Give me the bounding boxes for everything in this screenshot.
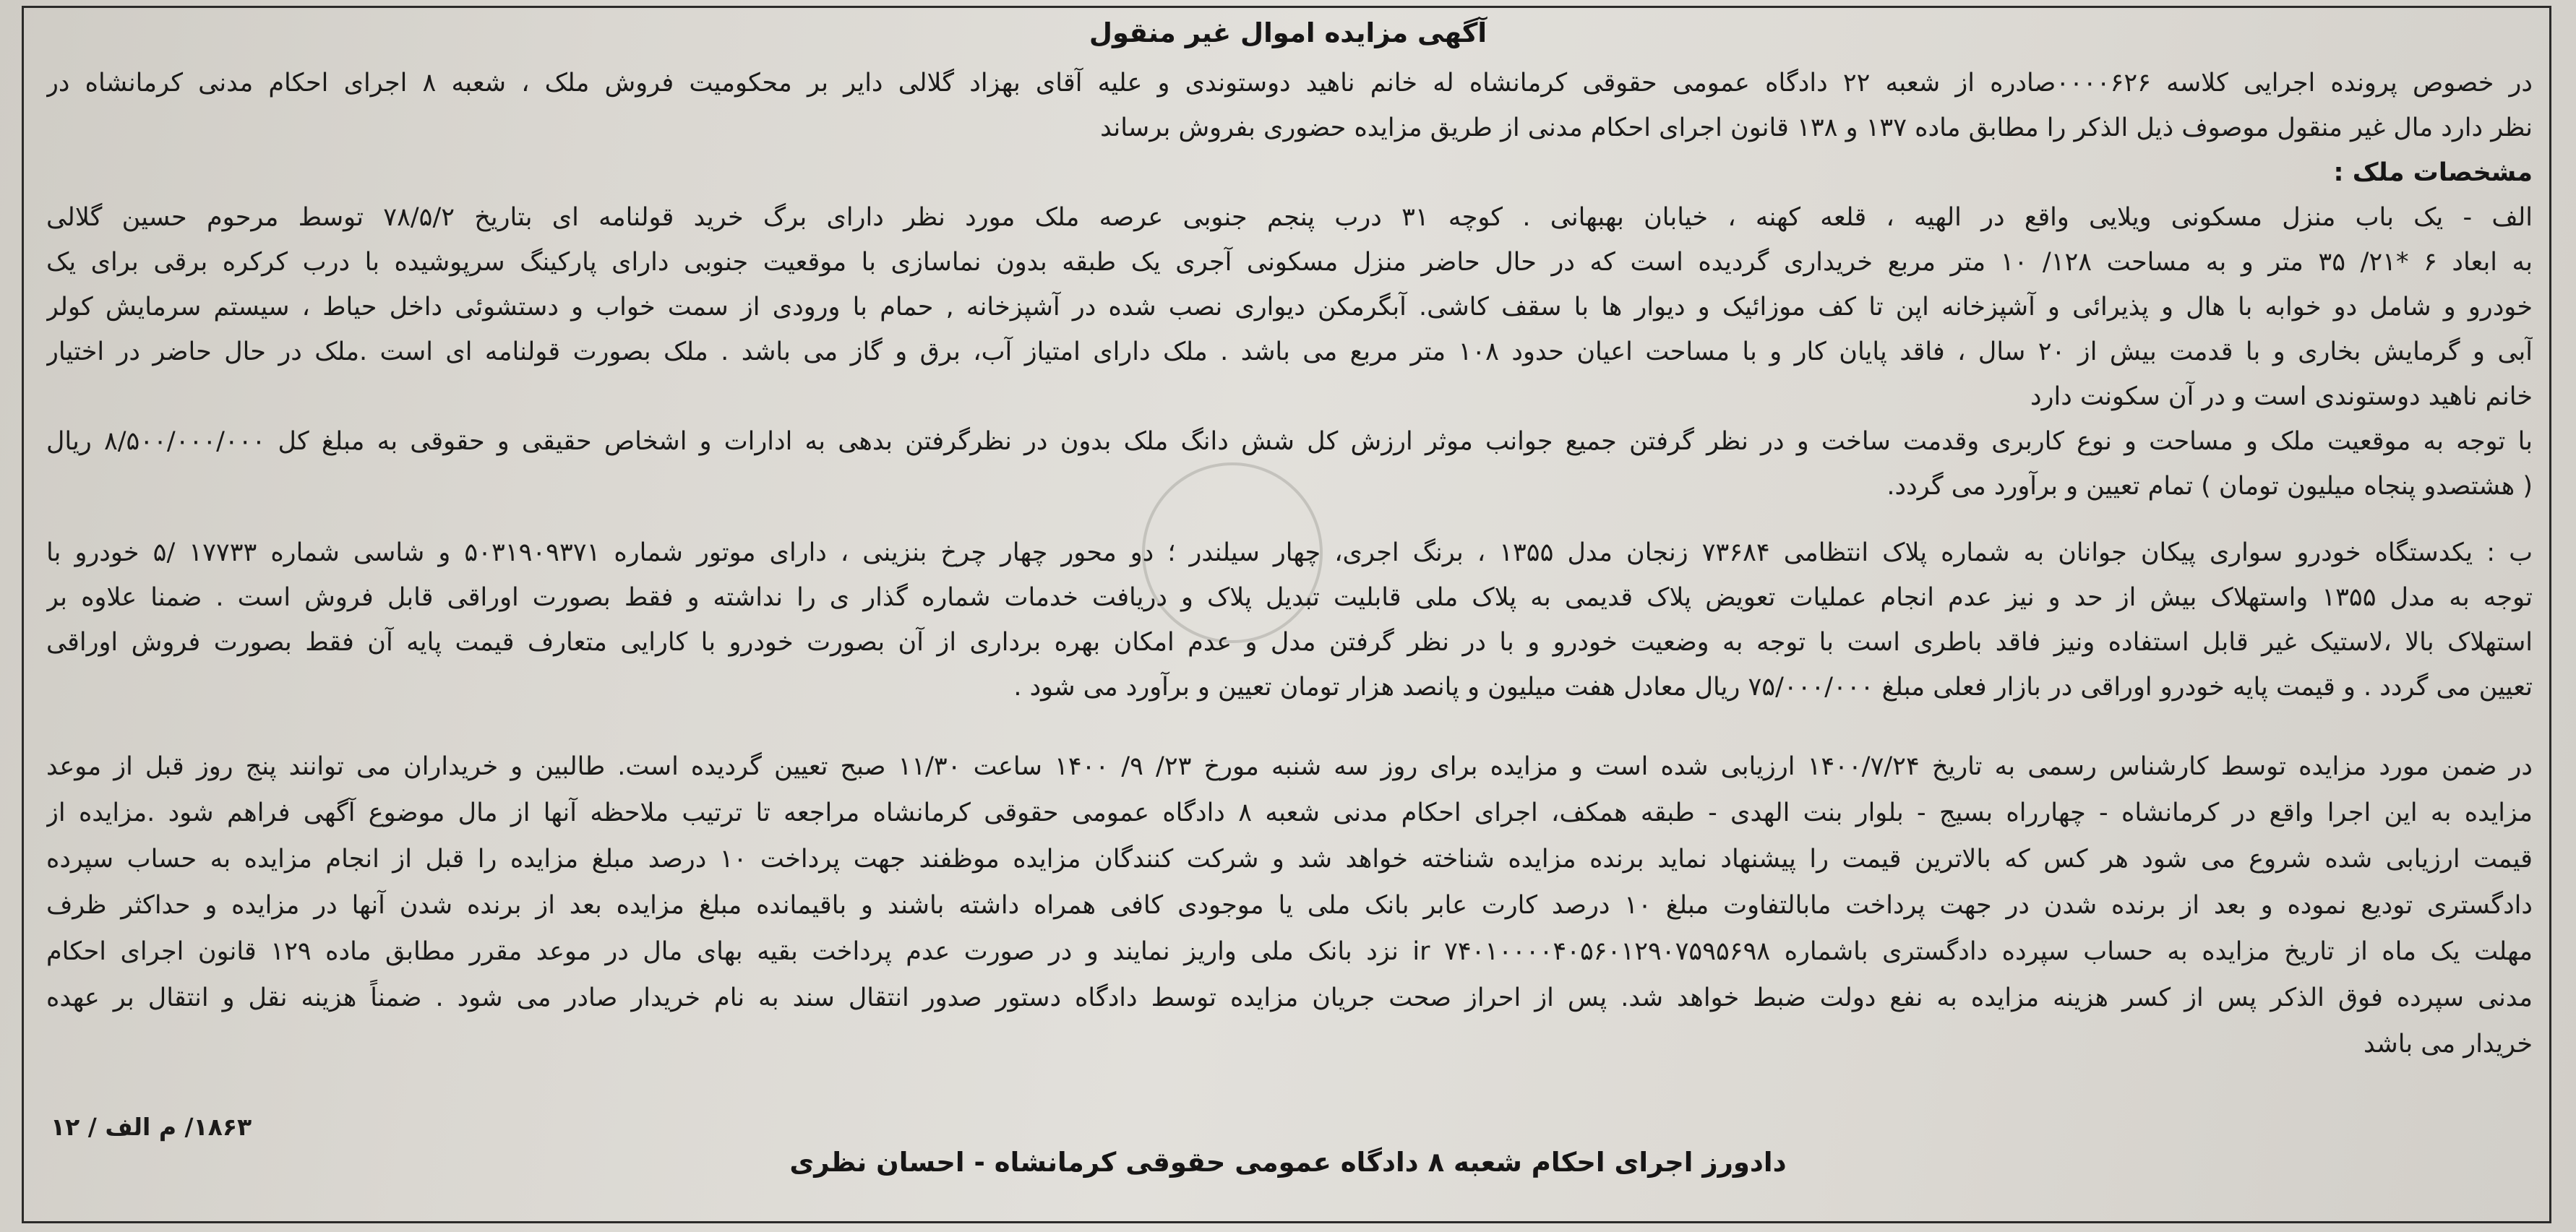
- intro-line: در خصوص پرونده اجرایی کلاسه ۰۰۰۰۶۲۶صادره از شعبه ۲۲ دادگاه عمومی حقوقی کرمانشاه له خانم ناهید دوستوندی و علیه آقای بهزاد گلالی دایر بر محکومیت فروش ملک ، شعبه ۸ اجرای احکام مدنی کرمانشاه در: [46, 69, 2533, 98]
- reference-number: ۱۸۶۳/ م الف / ۱۲: [51, 1113, 252, 1141]
- property-alef-line: خودرو و شامل دو خوابه با هال و پذیرائی و آشپزخانه اپن تا کف موزائیک و دیوار ها با سقف کاشی. آبگرمکن دیواری نصب شده در آشپزخانه , حمام با ورودی از سمت خواب و دستشوئی داخل حیاط ، سیستم سرمایش کولر: [46, 293, 2533, 322]
- property-alef-line: آبی و گرمایش بخاری و با قدمت بیش از ۲۰ سال ، فاقد پایان کار و با مساحت اعیان حدود ۱۰۸ متر مربع می باشد . ملک دارای امتیاز آب، برق و گاز می باشد . ملک بصورت قولنامه ای است .ملک در حال حاضر در اختیار: [46, 337, 2533, 366]
- terms-line: در ضمن مورد مزایده توسط کارشناس رسمی به تاریخ ۱۴۰۰/۷/۲۴ ارزیابی شده است و مزایده برای روز سه شنبه مورخ ۲۳/ ۹/ ۱۴۰۰ ساعت ۱۱/۳۰ صبح تعیین گردیده است. طالبین و خریداران می توانند پنج روز قبل از موعد: [46, 752, 2533, 781]
- signature-line: دادورز اجرای احکام شعبه ۸ دادگاه عمومی حقوقی کرمانشاه - احسان نظری: [789, 1147, 1787, 1178]
- terms-line: مدنی سپرده فوق الذکر پس از کسر هزینه مزایده به نفع دولت ضبط خواهد شد. پس از احراز صحت جریان مزایده توسط دادگاه دستور صدور انتقال سند به نام خریدار صادر می شود . ضمناً هزینه نقل و انتقال بر عهده: [46, 983, 2533, 1012]
- property-be-line: تعیین می گردد . و قیمت پایه خودرو اوراقی در بازار فعلی مبلغ ۷۵/۰۰۰/۰۰۰ ریال معادل هفت میلیون و پانصد هزار تومان تعیین و برآورد می شود .: [1013, 673, 2533, 702]
- property-alef-line: الف - یک باب منزل مسکونی ویلایی واقع در الهیه ، قلعه کهنه ، خیابان بهبهانی . کوچه ۳۱ درب پنجم جنوبی عرصه ملک مورد نظر دارای برگ خرید قولنامه ای بتاریخ ۷۸/۵/۲ توسط مرحوم حسین گلالی: [46, 203, 2533, 232]
- terms-line: دادگستری تودیع نموده و بعد از برنده شدن در جهت پرداخت مابالتفاوت مبلغ ۱۰ درصد کارت عابر بانک ملی یا موجودی کافی همراه داشته باشند و باقیمانده مبلغ مزایده بعد از برنده شدن آنها در مزایده و حداکثر ظرف: [46, 891, 2533, 920]
- notice-title: آگهی مزایده اموال غیر منقول: [1089, 17, 1487, 48]
- terms-line: مهلت یک ماه از تاریخ مزایده به حساب سپرده دادگستری باشماره ir ۷۴۰۱۰۰۰۰۴۰۵۶۰۱۲۹۰۷۵۹۵۶۹۸ نزد بانک ملی واریز نمایند و در صورت عدم پرداخت بقیه بهای مال در موعد مقرر مطابق ماده ۱۲۹ قانون اجرای احکام: [46, 937, 2533, 966]
- terms-line: مزایده به این اجرا واقع در کرمانشاه - چهارراه بسیج - بلوار بنت الهدی - طبقه همکف، اجرای احکام مدنی شعبه ۸ دادگاه عمومی حقوقی کرمانشاه مراجعه تا ترتیب ملاحظه آنها از مال موضوع آگهی فراهم شود .مزایده از: [46, 798, 2533, 827]
- terms-line: قیمت ارزیابی شده شروع می شود هر کس که بالاترین قیمت را پیشنهاد نماید برنده مزایده شناخته خواهد شد و شرکت کنندگان مزایده موظفند جهت پرداخت ۱۰ درصد مبلغ مزایده را قبل از انجام مزایده به حساب سپرده: [46, 845, 2533, 874]
- property-alef-line: ( هشتصدو پنجاه میلیون تومان ) تمام تعیین و برآورد می گردد.: [1886, 472, 2533, 501]
- property-alef-line: خانم ناهید دوستوندی است و در آن سکونت دارد: [2030, 382, 2533, 411]
- property-be-line: توجه به مدل ۱۳۵۵ واستهلاک بیش از حد و نیز عدم انجام عملیات تعویض پلاک قدیمی به پلاک ملی قابلیت تبدیل پلاک و دریافت خدمات شماره گذار ی را نداشته و فقط بصورت اوراقی قابل فروش است . ضمنا علاوه بر: [46, 583, 2533, 612]
- property-be-line: ب : یکدستگاه خودرو سواری پیکان جوانان به شماره پلاک انتظامی ۷۳۶۸۴ زنجان مدل ۱۳۵۵ ، برنگ اجری، چهار سیلندر ؛ دو محور چهار چرخ بنزینی ، دارای موتور شماره ۵۰۳۱۹۰۹۳۷۱ و شاسی شماره ۱۷۷۳۳ /۵ خودرو با: [46, 538, 2533, 567]
- property-be-line: استهلاک بالا ،لاستیک غیر قابل استفاده ونیز فاقد باطری است با توجه به وضعیت خودرو و با در نظر گرفتن مدل و عدم امکان بهره برداری از آن بصورت خودرو با کارایی متعارف قیمت پایه آن فقط بصورت فروش اوراقی: [46, 628, 2533, 657]
- terms-line: خریدار می باشد: [2364, 1030, 2533, 1059]
- property-alef-line: با توجه به موقعیت ملک و مساحت و نوع کاربری وقدمت ساخت و در نظر گرفتن جمیع جوانب موثر ارزش کل شش دانگ ملک بدون در نظرگرفتن بدهی به ادارات و اشخاص حقیقی و حقوقی به مبلغ کل ۸/۵۰۰/۰۰۰/۰۰۰ ریال: [46, 427, 2533, 456]
- intro-line: نظر دارد مال غیر منقول موصوف ذیل الذکر را مطابق ماده ۱۳۷ و ۱۳۸ قانون اجرای احکام مدنی از طریق مزایده حضوری بفروش برساند: [1100, 113, 2533, 142]
- property-heading: مشخصات ملک :: [2333, 158, 2533, 187]
- property-alef-line: به ابعاد ۶ *۲۱/ ۳۵ متر و به مساحت ۱۲۸/ ۱۰ متر مربع خریداری گردیده است که در حال حاضر منزل مسکونی آجری یک طبقه بدون نماسازی با موقعیت جنوبی دارای پارکینگ سرپوشیده با درب کرکره برقی برای یک: [46, 248, 2533, 277]
